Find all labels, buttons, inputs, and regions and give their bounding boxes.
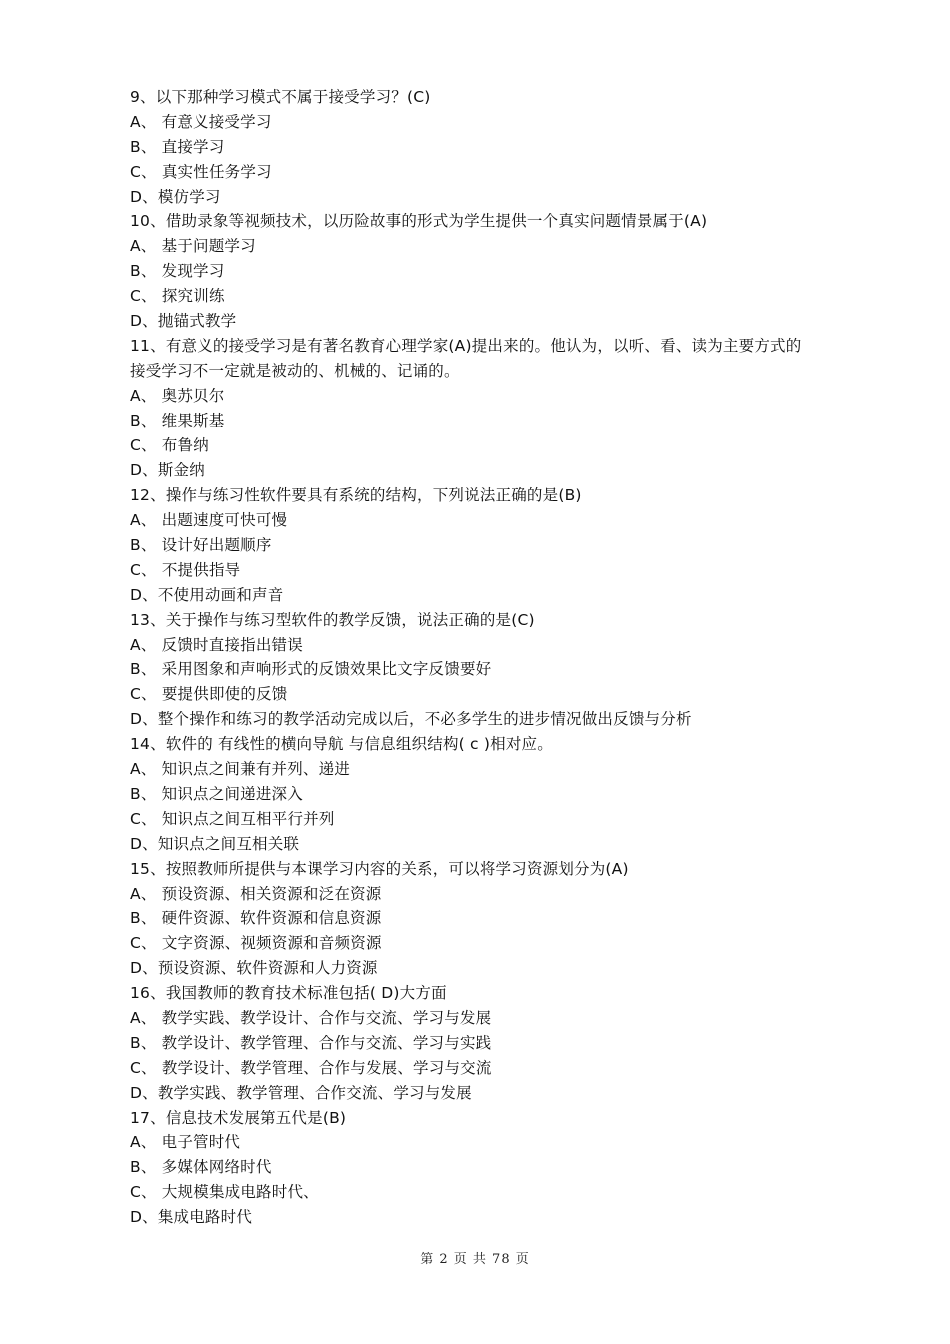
text-line: A、 电子管时代 (130, 1133, 241, 1152)
text-line: B、 维果斯基 (130, 411, 225, 430)
text-line: C、 探究训练 (130, 287, 225, 306)
text-line: 11、有意义的接受学习是有著名教育心理学家(A)提出来的。他认为，以听、看、读为主要方式的 (130, 336, 802, 355)
text-line: D、知识点之间互相关联 (130, 834, 300, 853)
text-line: D、教学实践、教学管理、合作交流、学习与发展 (130, 1083, 472, 1102)
text-line: D、模仿学习 (130, 187, 221, 206)
text-line: B、 硬件资源、软件资源和信息资源 (130, 909, 382, 928)
text-line: 9、以下那种学习模式不属于接受学习？(C) (130, 88, 431, 106)
text-line: B、 直接学习 (130, 137, 225, 156)
text-line: 接受学习不一定就是被动的、机械的、记诵的。 (130, 361, 460, 380)
text-line: B、 多媒体网络时代 (130, 1158, 272, 1177)
text-line: 10、借助录象等视频技术，以历险故事的形式为学生提供一个真实问题情景属于(A) (130, 212, 708, 231)
text-line: C、 要提供即使的反馈 (130, 685, 288, 704)
text-line: B、 采用图象和声响形式的反馈效果比文字反馈要好 (130, 660, 492, 679)
text-line: C、 大规模集成电路时代、 (130, 1183, 319, 1202)
text-line: D、不使用动画和声音 (130, 585, 284, 604)
text-line: 16、我国教师的教育技术标准包括( D)大方面 (130, 984, 447, 1003)
text-line: A、 教学实践、教学设计、合作与交流、学习与发展 (130, 1008, 492, 1027)
text-line: A、 有意义接受学习 (130, 112, 272, 131)
text-line: A、 预设资源、相关资源和泛在资源 (130, 884, 382, 903)
page-footer: 第 2 页 共 78 页 (420, 1252, 530, 1267)
text-line: D、集成电路时代 (130, 1208, 253, 1227)
text-line: C、 教学设计、教学管理、合作与发展、学习与交流 (130, 1058, 492, 1077)
text-line: A、 反馈时直接指出错误 (130, 635, 303, 654)
text-line: A、 出题速度可快可慢 (130, 511, 288, 530)
text-line: B、 设计好出题顺序 (130, 536, 272, 555)
text-line: 17、信息技术发展第五代是(B) (130, 1108, 347, 1127)
text-line: B、 知识点之间递进深入 (130, 784, 303, 803)
text-line: C、 真实性任务学习 (130, 162, 272, 181)
text-line: D、整个操作和练习的教学活动完成以后，不必多学生的进步情况做出反馈与分析 (130, 710, 692, 729)
text-line: 14、软件的 有线性的横向导航 与信息组织结构( c )相对应。 (130, 735, 553, 754)
text-line: 12、操作与练习性软件要具有系统的结构，下列说法正确的是(B) (130, 486, 582, 505)
text-line: A、 奥苏贝尔 (130, 386, 225, 405)
document-body (130, 85, 850, 1230)
text-line: A、 知识点之间兼有并列、递进 (130, 760, 351, 779)
text-line: B、 发现学习 (130, 262, 225, 281)
text-line: A、 基于问题学习 (130, 237, 256, 256)
text-line: 15、按照教师所提供与本课学习内容的关系，可以将学习资源划分为(A) (130, 859, 629, 878)
text-line: 13、关于操作与练习型软件的教学反馈，说法正确的是(C) (130, 610, 535, 629)
text-line: C、 不提供指导 (130, 560, 241, 579)
text-line: D、斯金纳 (130, 461, 205, 480)
text-line: C、 布鲁纳 (130, 436, 209, 455)
text-line: C、 知识点之间互相平行并列 (130, 809, 335, 828)
text-line: D、预设资源、软件资源和人力资源 (130, 959, 378, 978)
text-line: C、 文字资源、视频资源和音频资源 (130, 934, 382, 953)
text-line: D、抛锚式教学 (130, 312, 237, 331)
text-line: B、 教学设计、教学管理、合作与交流、学习与实践 (130, 1033, 492, 1052)
